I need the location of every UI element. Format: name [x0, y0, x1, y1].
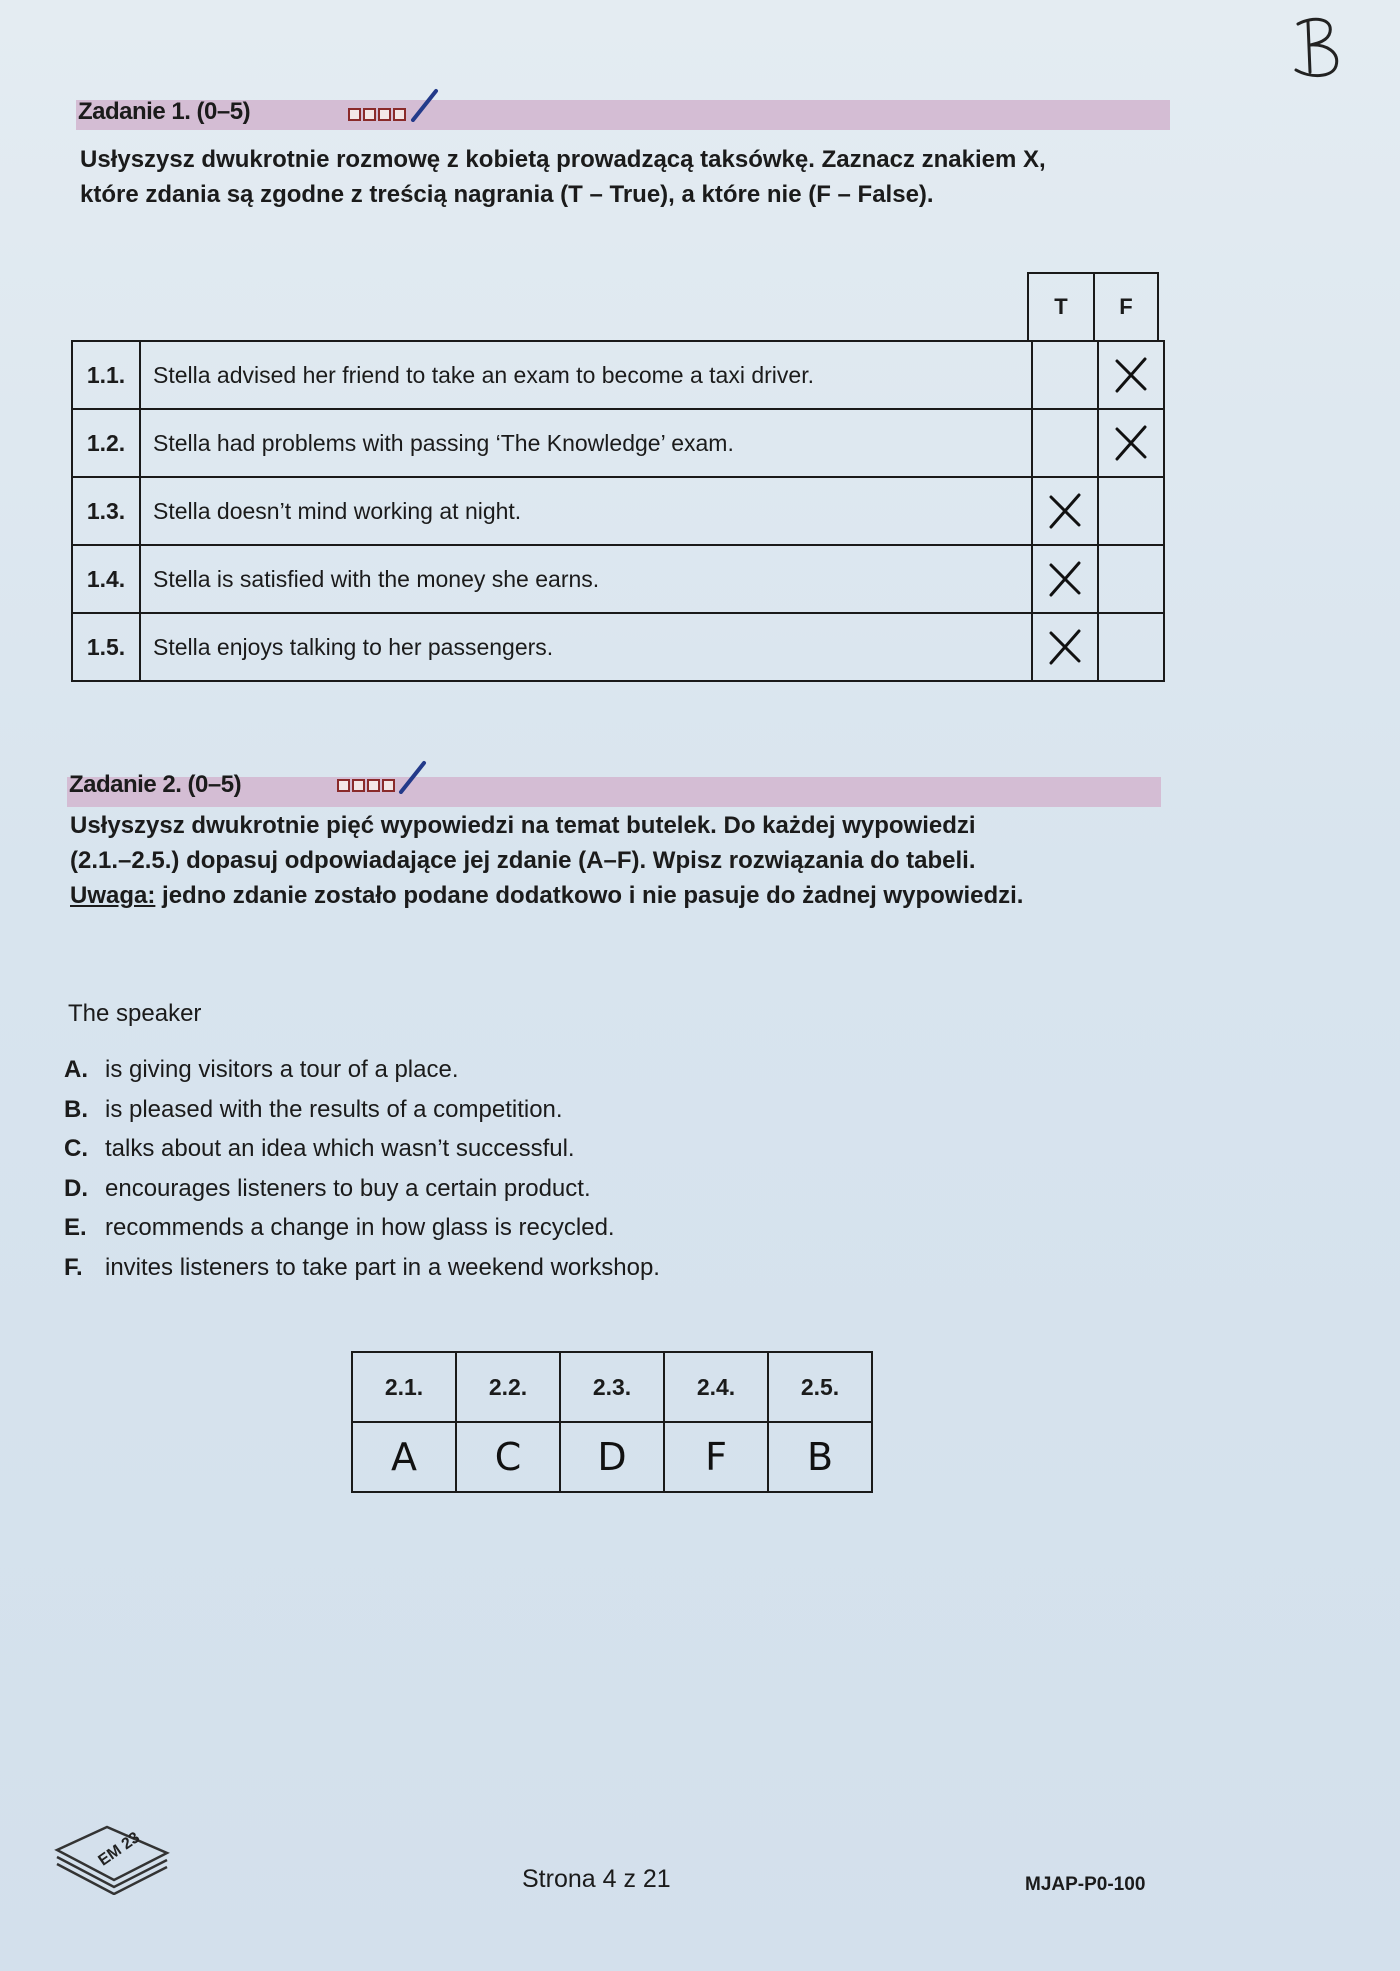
statement-number: 1.5.	[72, 613, 140, 681]
option-letter: F.	[64, 1253, 83, 1281]
statement-number: 1.3.	[72, 477, 140, 545]
list-item	[64, 1129, 660, 1169]
task2-score-boxes	[337, 779, 395, 792]
statement-text: Stella is satisfied with the money she earns.	[140, 545, 1032, 613]
answer-header: 2.4.	[664, 1352, 768, 1422]
answer-header: 2.2.	[456, 1352, 560, 1422]
answer-header: 2.1.	[352, 1352, 456, 1422]
list-item	[64, 1169, 660, 1209]
handwritten-page-number	[1288, 12, 1348, 82]
list-item	[64, 1248, 660, 1288]
option-letter: B.	[64, 1095, 88, 1123]
option-text: encourages listeners to buy a certain product.	[105, 1174, 591, 1202]
em-logo-icon	[52, 1805, 172, 1895]
answer-cell[interactable]: C	[456, 1422, 560, 1492]
true-checkbox[interactable]	[1032, 409, 1098, 477]
table-row	[72, 341, 1164, 409]
option-letter: A.	[64, 1056, 88, 1083]
task1-score-boxes	[348, 108, 406, 121]
option-text: is giving visitors a tour of a place.	[105, 1056, 459, 1083]
task1-title: Zadanie 1. (0–5)	[78, 98, 251, 125]
column-true: T	[1054, 294, 1068, 319]
option-text: is pleased with the results of a competition.	[105, 1095, 563, 1123]
table-row	[72, 545, 1164, 613]
false-checkbox[interactable]	[1098, 409, 1164, 477]
true-checkbox[interactable]	[1032, 545, 1098, 613]
option-text: invites listeners to take part in a weekend workshop.	[105, 1253, 660, 1281]
note-text: jedno zdanie zostało podane dodatkowo i nie pasuje do żadnej wypowiedzi.	[155, 882, 1024, 909]
true-checkbox[interactable]	[1032, 613, 1098, 681]
handwritten-x-icon	[1045, 491, 1085, 531]
handwritten-x-icon	[1045, 559, 1085, 599]
page-number: Strona 4 z 21	[522, 1865, 671, 1893]
statement-text: Stella doesn’t mind working at night.	[140, 477, 1032, 545]
statement-text: Stella had problems with passing ‘The Knowledge’ exam.	[140, 409, 1032, 477]
statement-text: Stella enjoys talking to her passengers.	[140, 613, 1032, 681]
handwritten-x-icon	[1111, 355, 1151, 395]
task2-title: Zadanie 2. (0–5)	[69, 771, 242, 798]
option-letter: C.	[64, 1135, 88, 1162]
options-list	[64, 1050, 660, 1287]
true-checkbox[interactable]	[1032, 341, 1098, 409]
statement-number: 1.4.	[72, 545, 140, 613]
answer-header: 2.3.	[560, 1352, 664, 1422]
true-checkbox[interactable]	[1032, 477, 1098, 545]
table-row	[72, 613, 1164, 681]
task1-instruction: Usłyszysz dwukrotnie rozmowę z kobietą prowadzącą taksówkę. Zaznacz znakiem X, które zdania są zgodne z treścią nagrania (T – True), a które nie (F – False).	[80, 146, 1046, 208]
list-item	[64, 1050, 660, 1090]
statement-text: Stella advised her friend to take an exam to become a taxi driver.	[140, 341, 1032, 409]
false-checkbox[interactable]	[1098, 545, 1164, 613]
answer-cell[interactable]: D	[560, 1422, 664, 1492]
false-checkbox[interactable]	[1098, 341, 1164, 409]
statement-number: 1.2.	[72, 409, 140, 477]
list-item	[64, 1090, 660, 1130]
option-text: recommends a change in how glass is recycled.	[105, 1214, 615, 1241]
answer-header: 2.5.	[768, 1352, 872, 1422]
option-letter: E.	[64, 1214, 87, 1241]
answer-table	[351, 1351, 873, 1493]
column-false: F	[1093, 274, 1157, 340]
list-item	[64, 1208, 660, 1248]
table-row	[72, 477, 1164, 545]
statement-number: 1.1.	[72, 341, 140, 409]
tf-column-headers	[1027, 272, 1159, 340]
option-text: talks about an idea which wasn’t successful.	[105, 1135, 575, 1162]
answer-cell[interactable]: F	[664, 1422, 768, 1492]
handwritten-x-icon	[1111, 423, 1151, 463]
answer-cell[interactable]: A	[352, 1422, 456, 1492]
pen-icon	[410, 88, 440, 122]
task2-instruction: Usłyszysz dwukrotnie pięć wypowiedzi na temat butelek. Do każdej wypowiedzi (2.1.–2.5.) dopasuj odpowiadające jej zdanie (A–F). Wpisz rozwiązania do tabeli. Uwaga: jedno zdanie zostało podane dodatkowo i nie pasuje do żadnej wypowiedzi.	[70, 812, 1024, 909]
pen-icon	[398, 760, 428, 794]
false-checkbox[interactable]	[1098, 477, 1164, 545]
note-label: Uwaga:	[70, 882, 156, 909]
handwritten-x-icon	[1045, 627, 1085, 667]
option-letter: D.	[64, 1174, 88, 1202]
options-lead: The speaker	[68, 1000, 202, 1027]
table-row	[72, 409, 1164, 477]
answer-cell[interactable]: B	[768, 1422, 872, 1492]
logo-text: EM 23	[95, 1829, 144, 1870]
false-checkbox[interactable]	[1098, 613, 1164, 681]
exam-code: MJAP-P0-100	[1025, 1874, 1146, 1895]
true-false-table	[71, 340, 1165, 682]
